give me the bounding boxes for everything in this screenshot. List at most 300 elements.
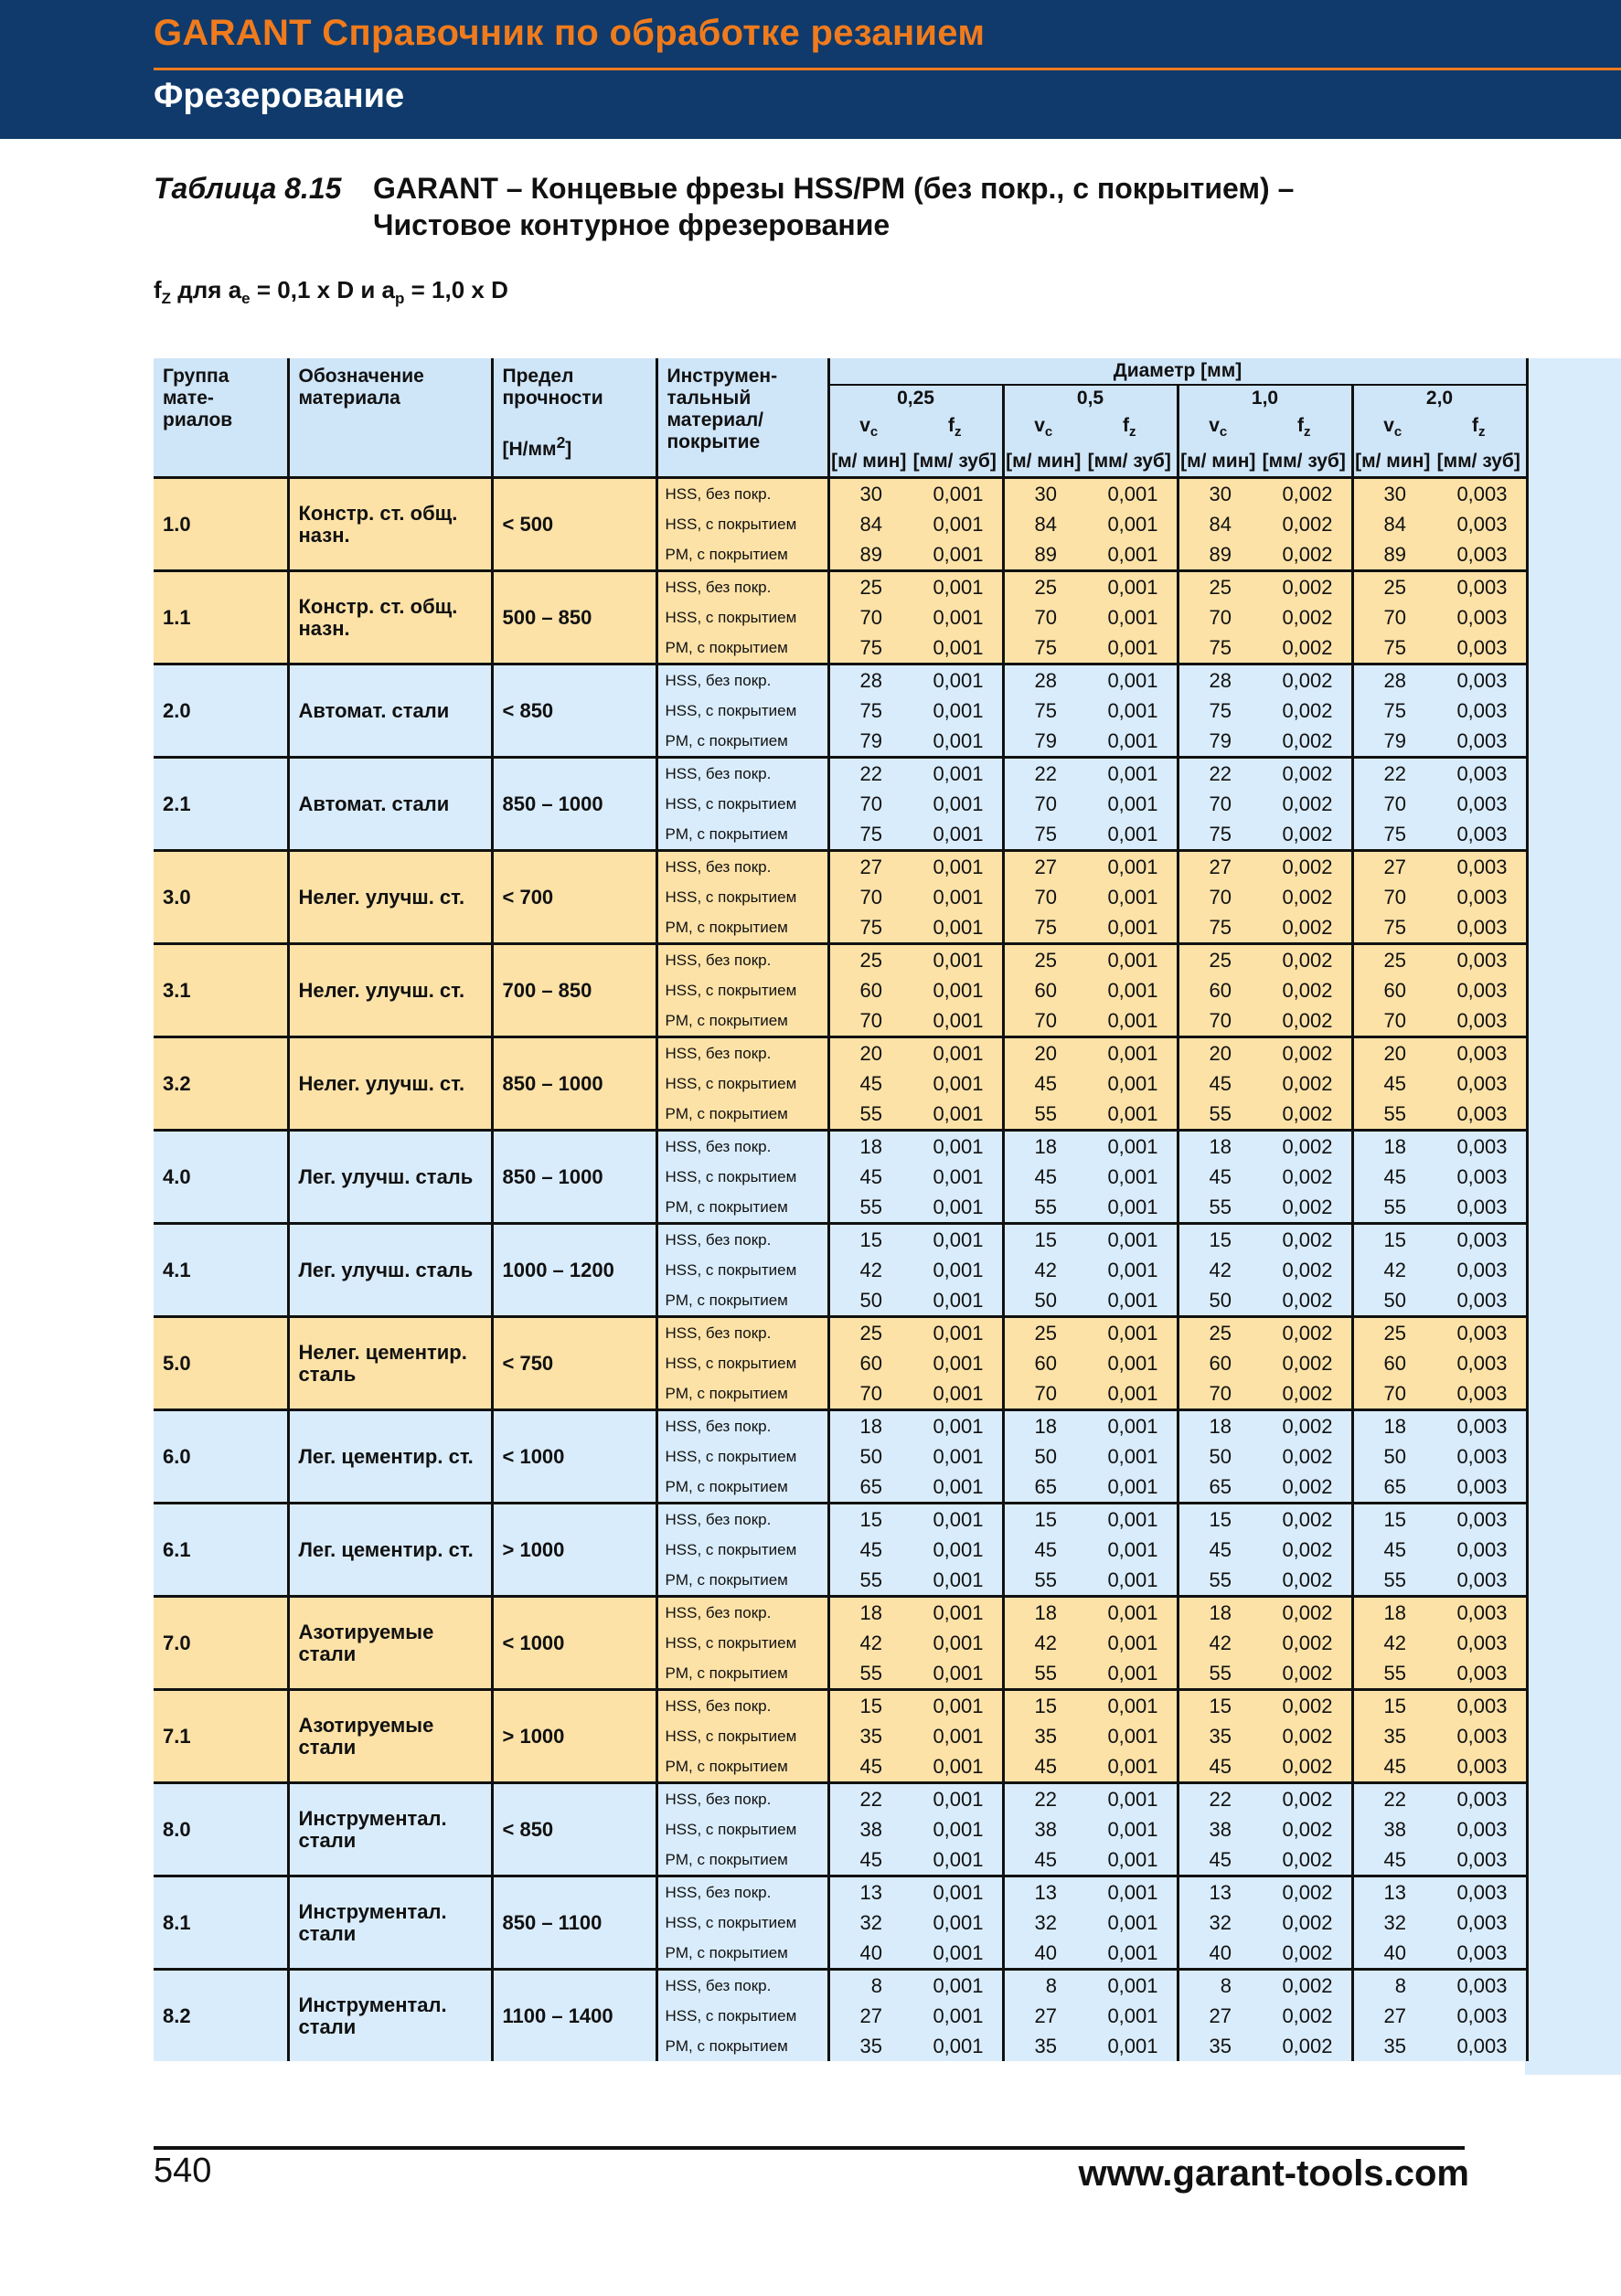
fz-cell: 0,003: [1432, 1192, 1527, 1224]
table-row: [154, 1317, 1527, 1349]
diameter-1: 0,5: [1003, 385, 1178, 411]
vc-cell: 55: [1178, 1192, 1257, 1224]
fz-cell: 0,002: [1257, 664, 1352, 696]
vc-cell: 84: [828, 509, 908, 539]
fz-cell: 0,001: [908, 664, 1003, 696]
vc-cell: 55: [1178, 1658, 1257, 1690]
vc-cell: 20: [828, 1037, 908, 1069]
vc-cell: 15: [1003, 1690, 1082, 1722]
vc-cell: 18: [828, 1131, 908, 1163]
fz-cell: 0,001: [1082, 1814, 1178, 1844]
vc-cell: 35: [828, 2031, 908, 2061]
vc-cell: 45: [1178, 1751, 1257, 1783]
vc-cell: 45: [1003, 1535, 1082, 1565]
fz-cell: 0,002: [1257, 789, 1352, 819]
strength-cell: 700 – 850: [492, 944, 656, 1037]
fz-cell: 0,001: [1082, 975, 1178, 1005]
fz-cell: 0,001: [908, 975, 1003, 1005]
vc-cell: 55: [1178, 1099, 1257, 1131]
vc-symbol: $v_c$: [1178, 411, 1257, 447]
fz-cell: 0,003: [1432, 571, 1527, 603]
table-row: [154, 664, 1527, 696]
fz-cell: 0,001: [908, 1938, 1003, 1970]
vc-cell: 25: [1178, 1317, 1257, 1349]
tool-material-cell: HSS, с покрытием: [656, 882, 828, 912]
fz-cell: 0,001: [1082, 1224, 1178, 1256]
tool-material-cell: PM, с покрытием: [656, 1285, 828, 1317]
section-title: Фрезерование: [154, 77, 405, 115]
fz-cell: 0,003: [1432, 2001, 1527, 2031]
vc-cell: 65: [1352, 1472, 1432, 1504]
vc-cell: 42: [1003, 1628, 1082, 1658]
fz-cell: 0,001: [1082, 944, 1178, 976]
vc-cell: 40: [1352, 1938, 1432, 1970]
vc-cell: 45: [1352, 1844, 1432, 1876]
fz-cell: 0,001: [908, 819, 1003, 851]
vc-cell: 60: [1178, 1348, 1257, 1378]
fz-unit: [мм/ зуб]: [1432, 447, 1527, 478]
vc-cell: 27: [1178, 2001, 1257, 2031]
vc-cell: 15: [828, 1504, 908, 1536]
fz-cell: 0,001: [908, 1565, 1003, 1597]
vc-cell: 25: [1352, 1317, 1432, 1349]
fz-cell: 0,003: [1432, 1224, 1527, 1256]
designation-cell: Нелег. улучш. ст.: [288, 1037, 492, 1131]
fz-cell: 0,001: [1082, 1908, 1178, 1938]
strength-cell: > 1000: [492, 1504, 656, 1597]
fz-cell: 0,001: [908, 789, 1003, 819]
vc-cell: 50: [1352, 1441, 1432, 1472]
fz-cell: 0,003: [1432, 478, 1527, 510]
tool-material-cell: HSS, с покрытием: [656, 1535, 828, 1565]
tool-material-cell: HSS, без покр.: [656, 1410, 828, 1442]
fz-unit: [мм/ зуб]: [1257, 447, 1352, 478]
fz-cell: 0,001: [908, 1441, 1003, 1472]
tool-material-cell: HSS, без покр.: [656, 1690, 828, 1722]
vc-cell: 55: [1352, 1099, 1432, 1131]
vc-cell: 50: [1178, 1285, 1257, 1317]
vc-cell: 75: [1352, 819, 1432, 851]
strength-cell: 1100 – 1400: [492, 1970, 656, 2062]
vc-cell: 50: [828, 1285, 908, 1317]
designation-cell: Лег. цементир. ст.: [288, 1410, 492, 1504]
fz-cell: 0,002: [1257, 851, 1352, 883]
fz-symbol: $f_z$: [1432, 411, 1527, 447]
fz-cell: 0,001: [1082, 1938, 1178, 1970]
fz-cell: 0,002: [1257, 1908, 1352, 1938]
tool-material-cell: HSS, с покрытием: [656, 1441, 828, 1472]
fz-cell: 0,003: [1432, 696, 1527, 726]
fz-cell: 0,002: [1257, 1876, 1352, 1908]
vc-cell: 38: [1178, 1814, 1257, 1844]
vc-symbol: $v_c$: [828, 411, 908, 447]
vc-cell: 70: [1178, 602, 1257, 632]
vc-cell: 60: [1352, 1348, 1432, 1378]
fz-cell: 0,002: [1257, 882, 1352, 912]
fz-cell: 0,002: [1257, 1255, 1352, 1285]
group-cell: 2.1: [154, 758, 288, 851]
fz-cell: 0,001: [908, 1224, 1003, 1256]
vc-cell: 75: [1003, 632, 1082, 664]
vc-cell: 70: [1003, 882, 1082, 912]
fz-cell: 0,002: [1257, 1783, 1352, 1815]
vc-cell: 89: [1003, 539, 1082, 571]
vc-cell: 75: [1352, 632, 1432, 664]
group-cell: 2.0: [154, 664, 288, 758]
group-cell: 8.1: [154, 1876, 288, 1970]
fz-cell: 0,001: [1082, 1721, 1178, 1751]
vc-cell: 20: [1003, 1037, 1082, 1069]
fz-cell: 0,001: [1082, 1068, 1178, 1099]
fz-cell: 0,001: [908, 539, 1003, 571]
designation-cell: Лег. улучш. сталь: [288, 1224, 492, 1317]
vc-cell: 50: [828, 1441, 908, 1472]
vc-cell: 45: [1003, 1162, 1082, 1192]
vc-unit: [м/ мин]: [1352, 447, 1432, 478]
vc-cell: 75: [1003, 912, 1082, 944]
vc-cell: 15: [828, 1690, 908, 1722]
fz-cell: 0,001: [1082, 1131, 1178, 1163]
vc-cell: 45: [1003, 1068, 1082, 1099]
vc-cell: 25: [828, 571, 908, 603]
table-row: [154, 758, 1527, 790]
fz-cell: 0,001: [1082, 1970, 1178, 2002]
fz-cell: 0,001: [1082, 789, 1178, 819]
vc-cell: 13: [828, 1876, 908, 1908]
fz-cell: 0,002: [1257, 1317, 1352, 1349]
vc-cell: 55: [1003, 1192, 1082, 1224]
fz-cell: 0,003: [1432, 2031, 1527, 2061]
fz-cell: 0,001: [1082, 1255, 1178, 1285]
fz-cell: 0,001: [908, 912, 1003, 944]
fz-cell: 0,001: [908, 726, 1003, 758]
fz-cell: 0,001: [908, 1970, 1003, 2002]
group-cell: 8.2: [154, 1970, 288, 2062]
fz-cell: 0,003: [1432, 1783, 1527, 1815]
table-row: [154, 851, 1527, 883]
fz-cell: 0,001: [908, 1908, 1003, 1938]
group-cell: 1.1: [154, 571, 288, 664]
fz-unit: [мм/ зуб]: [1082, 447, 1178, 478]
vc-cell: 70: [1352, 602, 1432, 632]
vc-cell: 42: [828, 1255, 908, 1285]
fz-cell: 0,003: [1432, 509, 1527, 539]
fz-cell: 0,001: [1082, 664, 1178, 696]
tool-material-cell: HSS, с покрытием: [656, 1162, 828, 1192]
fz-cell: 0,001: [1082, 1628, 1178, 1658]
group-cell: 6.1: [154, 1504, 288, 1597]
vc-cell: 70: [828, 882, 908, 912]
fz-cell: 0,001: [1082, 539, 1178, 571]
designation-cell: Лег. улучш. сталь: [288, 1131, 492, 1224]
fz-cell: 0,002: [1257, 602, 1352, 632]
tool-material-cell: HSS, с покрытием: [656, 509, 828, 539]
vc-cell: 20: [1352, 1037, 1432, 1069]
table-row: [154, 1224, 1527, 1256]
fz-cell: 0,001: [908, 2031, 1003, 2061]
vc-cell: 15: [1352, 1224, 1432, 1256]
vc-cell: 25: [1352, 571, 1432, 603]
vc-cell: 22: [828, 1783, 908, 1815]
vc-cell: 65: [828, 1472, 908, 1504]
vc-cell: 18: [1352, 1131, 1432, 1163]
vc-cell: 70: [1003, 1378, 1082, 1410]
vc-cell: 28: [1003, 664, 1082, 696]
fz-cell: 0,002: [1257, 1814, 1352, 1844]
vc-cell: 30: [828, 478, 908, 510]
fz-cell: 0,003: [1432, 851, 1527, 883]
fz-cell: 0,001: [1082, 1285, 1178, 1317]
fz-cell: 0,001: [908, 882, 1003, 912]
tool-material-cell: HSS, без покр.: [656, 1037, 828, 1069]
vc-cell: 35: [1352, 2031, 1432, 2061]
tool-material-cell: PM, с покрытием: [656, 819, 828, 851]
strength-cell: 500 – 850: [492, 571, 656, 664]
fz-unit: [мм/ зуб]: [908, 447, 1003, 478]
vc-cell: 8: [1178, 1970, 1257, 2002]
fz-cell: 0,003: [1432, 912, 1527, 944]
vc-cell: 25: [1003, 1317, 1082, 1349]
fz-cell: 0,001: [908, 1099, 1003, 1131]
tool-material-cell: PM, с покрытием: [656, 912, 828, 944]
tool-material-cell: PM, с покрытием: [656, 1378, 828, 1410]
fz-cell: 0,001: [1082, 1162, 1178, 1192]
cutting-data-table-area: [154, 358, 1621, 2075]
fz-cell: 0,001: [1082, 1410, 1178, 1442]
fz-cell: 0,003: [1432, 1628, 1527, 1658]
fz-cell: 0,001: [908, 1255, 1003, 1285]
vc-cell: 42: [1352, 1628, 1432, 1658]
fz-cell: 0,001: [1082, 726, 1178, 758]
vc-cell: 70: [1178, 1005, 1257, 1037]
fz-cell: 0,001: [1082, 1597, 1178, 1629]
fz-cell: 0,001: [908, 1597, 1003, 1629]
fz-cell: 0,001: [908, 1535, 1003, 1565]
vc-cell: 60: [1178, 975, 1257, 1005]
vc-cell: 38: [1003, 1814, 1082, 1844]
fz-cell: 0,001: [908, 1285, 1003, 1317]
designation-cell: Констр. ст. общ. назн.: [288, 571, 492, 664]
tool-material-cell: HSS, без покр.: [656, 1317, 828, 1349]
fz-cell: 0,003: [1432, 1721, 1527, 1751]
fz-cell: 0,002: [1257, 1658, 1352, 1690]
fz-cell: 0,003: [1432, 882, 1527, 912]
fz-cell: 0,003: [1432, 1068, 1527, 1099]
fz-cell: 0,001: [1082, 1441, 1178, 1472]
fz-cell: 0,001: [1082, 571, 1178, 603]
vc-cell: 45: [1352, 1162, 1432, 1192]
vc-cell: 42: [1178, 1628, 1257, 1658]
vc-cell: 8: [1003, 1970, 1082, 2002]
fz-cell: 0,003: [1432, 1844, 1527, 1876]
tool-material-cell: HSS, с покрытием: [656, 789, 828, 819]
fz-cell: 0,001: [1082, 1876, 1178, 1908]
tool-material-cell: PM, с покрытием: [656, 1099, 828, 1131]
fz-cell: 0,001: [1082, 1504, 1178, 1536]
footer-divider: [154, 2146, 1465, 2150]
vc-cell: 15: [1178, 1224, 1257, 1256]
vc-cell: 45: [1352, 1535, 1432, 1565]
designation-cell: Нелег. цементир. сталь: [288, 1317, 492, 1410]
fz-cell: 0,001: [908, 1005, 1003, 1037]
fz-cell: 0,001: [1082, 696, 1178, 726]
vc-cell: 75: [1178, 912, 1257, 944]
fz-cell: 0,003: [1432, 975, 1527, 1005]
fz-cell: 0,003: [1432, 1162, 1527, 1192]
table-row: [154, 571, 1527, 603]
table-row: [154, 1131, 1527, 1163]
fz-cell: 0,001: [1082, 1690, 1178, 1722]
fz-cell: 0,001: [908, 632, 1003, 664]
fz-cell: 0,003: [1432, 1814, 1527, 1844]
fz-cell: 0,001: [908, 1068, 1003, 1099]
vc-cell: 42: [828, 1628, 908, 1658]
fz-cell: 0,001: [1082, 602, 1178, 632]
vc-unit: [м/ мин]: [1178, 447, 1257, 478]
fz-cell: 0,003: [1432, 1970, 1527, 2002]
tool-material-cell: PM, с покрытием: [656, 2031, 828, 2061]
fz-cell: 0,001: [908, 1317, 1003, 1349]
tool-material-cell: PM, с покрытием: [656, 726, 828, 758]
vc-cell: 15: [1003, 1504, 1082, 1536]
fz-cell: 0,001: [1082, 509, 1178, 539]
vc-cell: 40: [1003, 1938, 1082, 1970]
vc-cell: 75: [1003, 696, 1082, 726]
fz-symbol: $f_z$: [908, 411, 1003, 447]
tool-material-cell: PM, с покрытием: [656, 1658, 828, 1690]
tool-material-cell: HSS, без покр.: [656, 664, 828, 696]
fz-cell: 0,002: [1257, 1192, 1352, 1224]
vc-cell: 18: [1352, 1410, 1432, 1442]
tool-material-cell: PM, с покрытием: [656, 1192, 828, 1224]
tool-material-cell: HSS, с покрытием: [656, 1255, 828, 1285]
fz-cell: 0,002: [1257, 1628, 1352, 1658]
fz-cell: 0,001: [1082, 1348, 1178, 1378]
fz-cell: 0,003: [1432, 539, 1527, 571]
vc-cell: 75: [1178, 819, 1257, 851]
vc-cell: 45: [828, 1068, 908, 1099]
designation-cell: Лег. цементир. ст.: [288, 1504, 492, 1597]
strength-cell: < 1000: [492, 1410, 656, 1504]
fz-cell: 0,003: [1432, 1565, 1527, 1597]
vc-cell: 15: [828, 1224, 908, 1256]
fz-cell: 0,002: [1257, 1162, 1352, 1192]
designation-cell: Инструментал. стали: [288, 1783, 492, 1876]
tool-material-cell: PM, с покрытием: [656, 1751, 828, 1783]
vc-cell: 18: [1178, 1131, 1257, 1163]
vc-cell: 75: [828, 696, 908, 726]
vc-cell: 79: [1352, 726, 1432, 758]
vc-cell: 75: [828, 912, 908, 944]
tool-material-cell: HSS, с покрытием: [656, 1628, 828, 1658]
fz-cell: 0,003: [1432, 819, 1527, 851]
tool-material-cell: HSS, с покрытием: [656, 602, 828, 632]
vc-cell: 25: [1352, 944, 1432, 976]
fz-cell: 0,001: [908, 1783, 1003, 1815]
vc-symbol: $v_c$: [1003, 411, 1082, 447]
vc-cell: 28: [828, 664, 908, 696]
tool-material-cell: PM, с покрытием: [656, 632, 828, 664]
fz-cell: 0,001: [908, 1814, 1003, 1844]
vc-cell: 27: [1352, 851, 1432, 883]
strength-cell: 850 – 1100: [492, 1876, 656, 1970]
website-link[interactable]: www.garant-tools.com: [1078, 2153, 1469, 2194]
vc-cell: 35: [1178, 1721, 1257, 1751]
fz-cell: 0,001: [1082, 1192, 1178, 1224]
strength-cell: < 850: [492, 664, 656, 758]
vc-symbol: $v_c$: [1352, 411, 1432, 447]
fz-cell: 0,003: [1432, 726, 1527, 758]
vc-cell: 70: [1352, 882, 1432, 912]
vc-cell: 22: [1003, 1783, 1082, 1815]
fz-cell: 0,003: [1432, 1876, 1527, 1908]
fz-cell: 0,001: [908, 1131, 1003, 1163]
vc-cell: 75: [1352, 696, 1432, 726]
vc-cell: 70: [1003, 1005, 1082, 1037]
fz-cell: 0,001: [908, 1192, 1003, 1224]
vc-cell: 38: [1352, 1814, 1432, 1844]
fz-symbol: $f_z$: [1257, 411, 1352, 447]
header-divider: [154, 68, 1621, 70]
vc-cell: 30: [1178, 478, 1257, 510]
fz-cell: 0,002: [1257, 509, 1352, 539]
table-caption: [154, 170, 1294, 243]
designation-cell: Азотируемые стали: [288, 1597, 492, 1690]
fz-cell: 0,001: [908, 1162, 1003, 1192]
vc-cell: 60: [828, 1348, 908, 1378]
designation-cell: Нелег. улучш. ст.: [288, 851, 492, 944]
fz-cell: 0,003: [1432, 632, 1527, 664]
tool-material-cell: HSS, без покр.: [656, 1876, 828, 1908]
fz-cell: 0,001: [908, 509, 1003, 539]
fz-cell: 0,003: [1432, 944, 1527, 976]
vc-cell: 55: [1352, 1658, 1432, 1690]
table-row: [154, 1690, 1527, 1722]
fz-cell: 0,001: [1082, 1658, 1178, 1690]
vc-cell: 84: [1178, 509, 1257, 539]
vc-cell: 35: [1003, 1721, 1082, 1751]
tool-material-cell: HSS, с покрытием: [656, 1348, 828, 1378]
vc-cell: 18: [828, 1410, 908, 1442]
fz-cell: 0,001: [908, 1751, 1003, 1783]
fz-cell: 0,002: [1257, 1597, 1352, 1629]
fz-cell: 0,003: [1432, 1348, 1527, 1378]
fz-cell: 0,002: [1257, 539, 1352, 571]
diameter-3: 2,0: [1352, 385, 1527, 411]
fz-cell: 0,002: [1257, 726, 1352, 758]
vc-cell: 35: [1003, 2031, 1082, 2061]
tool-material-cell: HSS, с покрытием: [656, 1721, 828, 1751]
group-cell: 3.0: [154, 851, 288, 944]
tool-material-cell: HSS, с покрытием: [656, 1068, 828, 1099]
group-cell: 7.0: [154, 1597, 288, 1690]
vc-cell: 55: [828, 1565, 908, 1597]
fz-cell: 0,003: [1432, 1037, 1527, 1069]
fz-cell: 0,001: [1082, 1378, 1178, 1410]
fz-cell: 0,002: [1257, 1535, 1352, 1565]
fz-cell: 0,001: [908, 1658, 1003, 1690]
vc-cell: 22: [1003, 758, 1082, 790]
strength-cell: < 1000: [492, 1597, 656, 1690]
feed-condition: $f_Z$ для $a_e = 0,1$ x D и $a_p = 1,0$ x D: [154, 276, 508, 308]
fz-cell: 0,003: [1432, 1938, 1527, 1970]
table-row: [154, 478, 1527, 510]
vc-cell: 75: [1178, 632, 1257, 664]
vc-cell: 70: [1178, 1378, 1257, 1410]
table-row: [154, 1783, 1527, 1815]
table-row: [154, 1970, 1527, 2002]
vc-cell: 25: [1003, 571, 1082, 603]
